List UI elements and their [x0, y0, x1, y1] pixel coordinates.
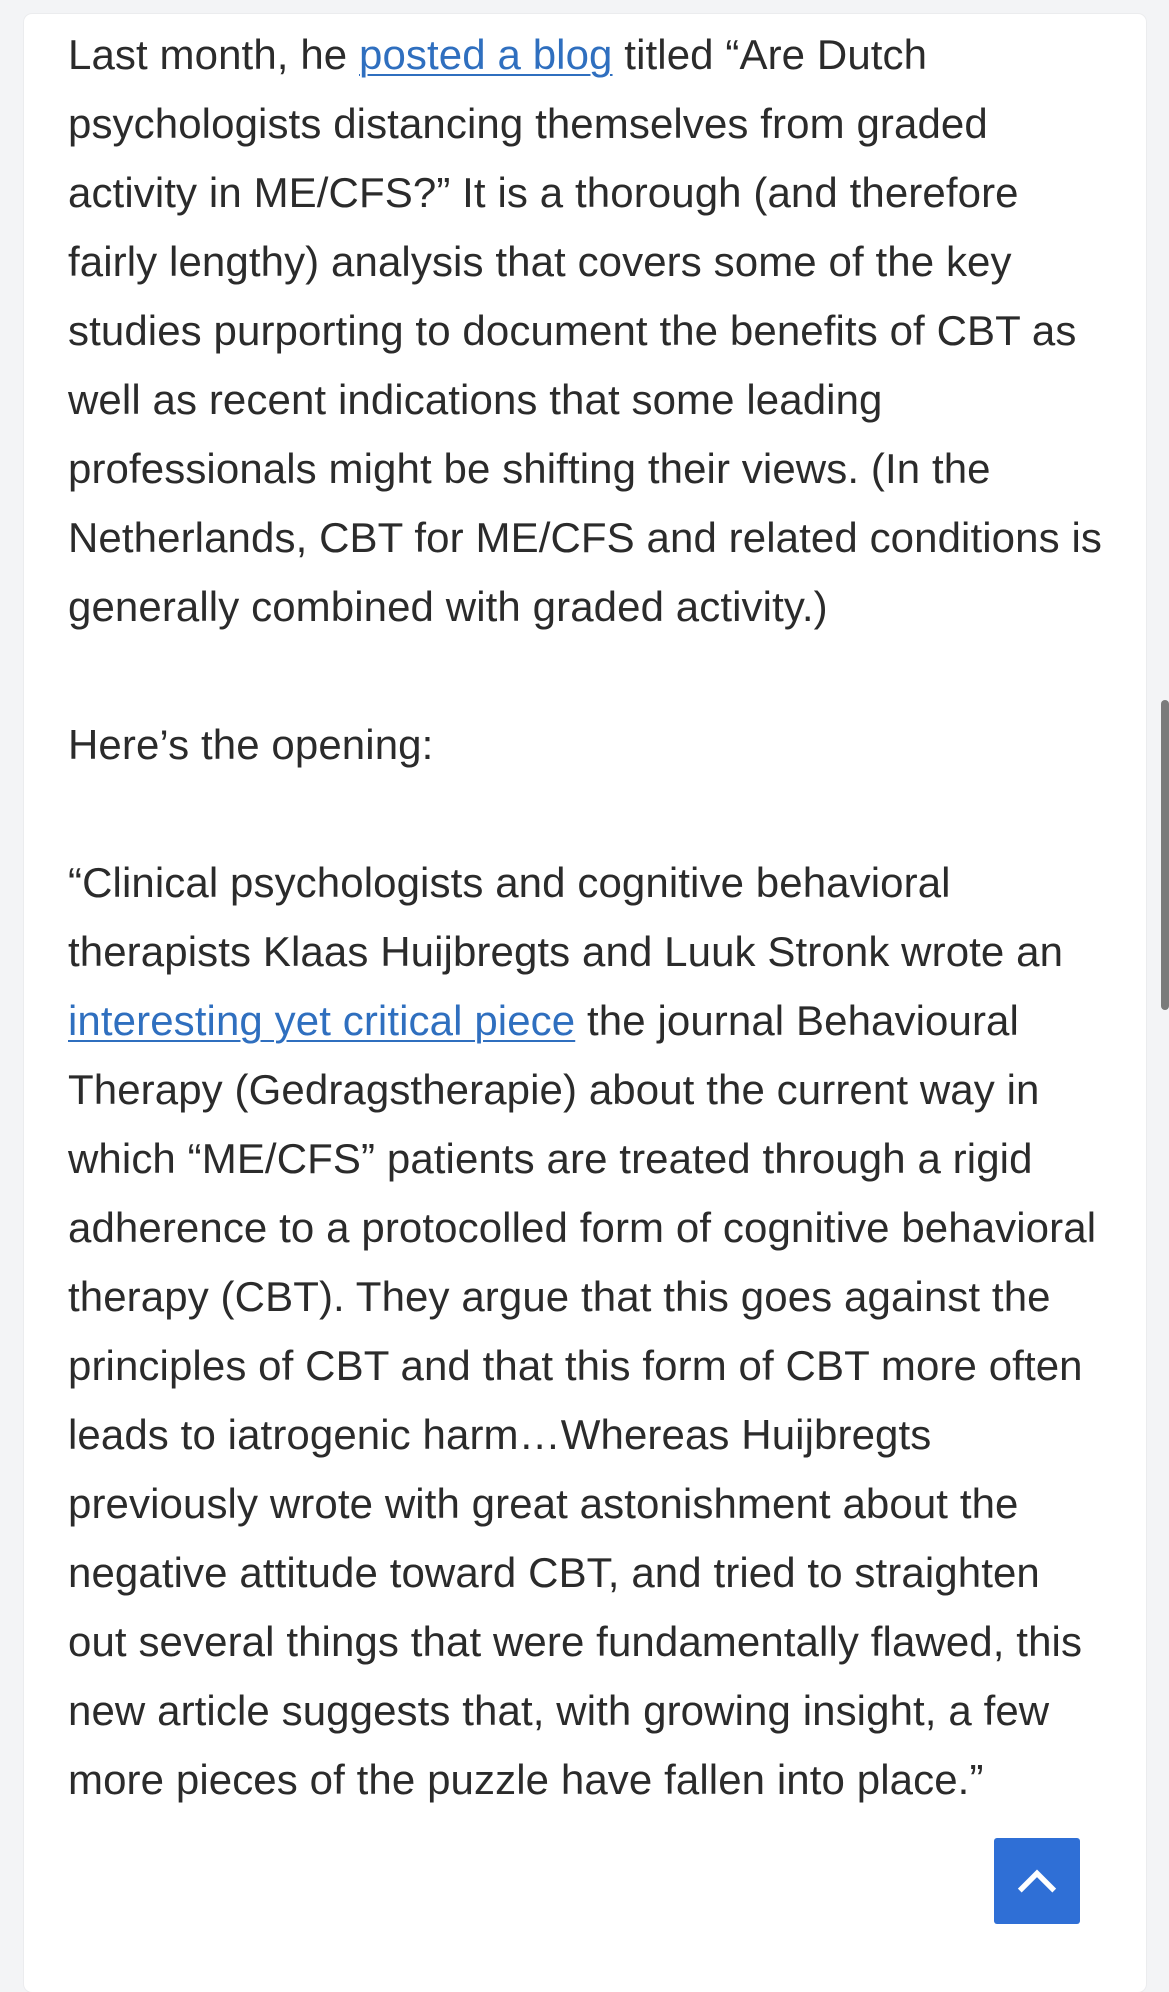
paragraph-text: titled “Are Dutch psychologists distancing themselves from graded activity in ME/CFS?” It is a thorough (and therefore fairly lengthy) analysis that covers some of the key studies purporting to document the benefits of CBT as well as recent indications that some leading professionals might be shifting their views. (In the Netherlands, CBT for ME/CFS and related conditions is generally combined with graded activity.) [68, 31, 1102, 630]
paragraph-blog-intro [68, 20, 1108, 641]
paragraph-text: Last month, he [68, 31, 360, 78]
chevron-up-icon [1014, 1858, 1060, 1904]
back-to-top-button[interactable] [994, 1838, 1080, 1924]
paragraph-text: the journal Behavioural Therapy (Gedragstherapie) about the current way in which “ME/CFS” patients are treated through a rigid adherence to a protocolled form of cognitive behavioral therapy (CBT). They argue that this goes against the principles of CBT and that this form of CBT more often leads to iatrogenic harm…Whereas Huijbregts previously wrote with great astonishment about the negative attitude toward CBT, and tried to straighten out several things that were fundamentally flawed, this new article suggests that, with growing insight, a few more pieces of the puzzle have fallen into place.” [68, 997, 1097, 1803]
scrollbar[interactable] [1161, 700, 1169, 1010]
article-body [68, 20, 1108, 1883]
posted-a-blog-link[interactable]: posted a blog [359, 31, 613, 78]
paragraph-quote [68, 848, 1108, 1814]
interesting-yet-critical-piece-link[interactable]: interesting yet critical piece [68, 997, 576, 1044]
paragraph-opening-label: Here’s the opening: [68, 721, 434, 768]
paragraph-text: “Clinical psychologists and cognitive behavioral therapists Klaas Huijbregts and Luuk Stronk wrote an [68, 859, 1064, 975]
